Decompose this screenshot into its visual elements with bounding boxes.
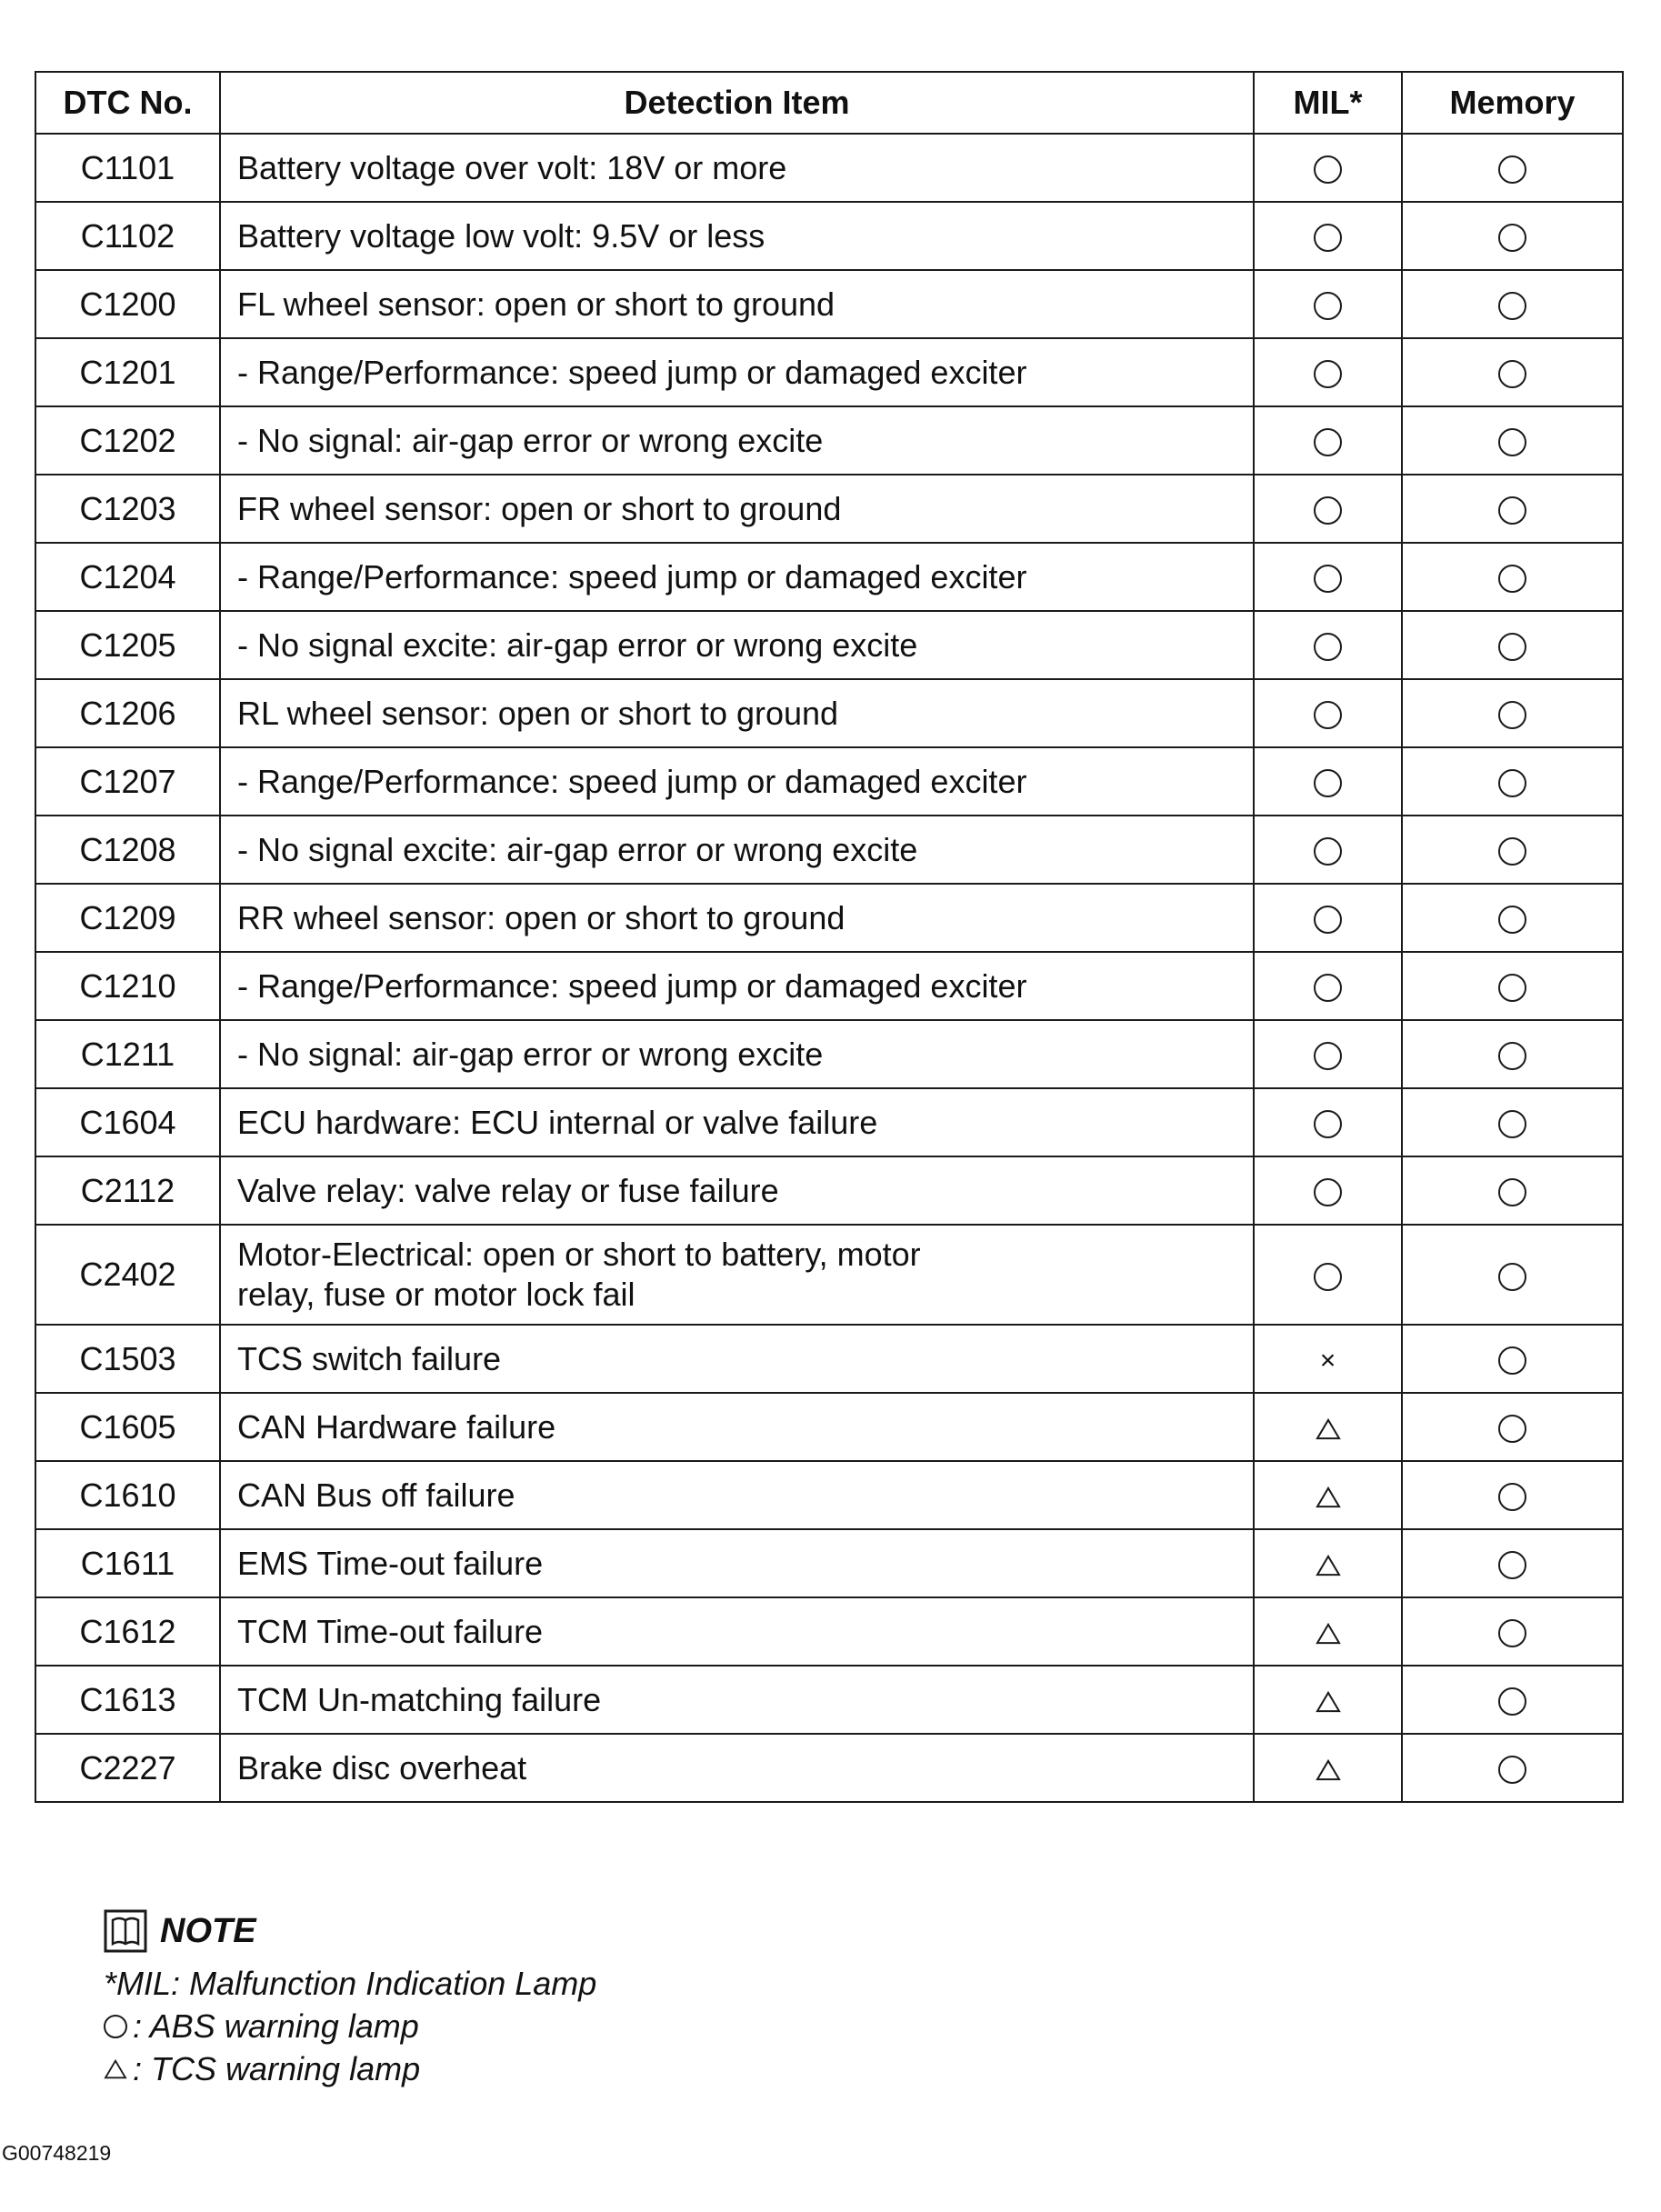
detection-item-text: Brake disc overheat [237,1748,527,1787]
dtc-code: C1610 [35,1461,220,1529]
detection-item-text: Battery voltage over volt: 18V or more [237,148,787,186]
detection-item-text: FR wheel sensor: open or short to ground [237,489,842,527]
circle-icon [1498,360,1526,388]
circle-icon [1314,1178,1342,1206]
table-row [35,1461,1623,1529]
table-row [35,1734,1623,1802]
mil-cell [1254,884,1402,952]
detection-item-text: - Range/Performance: speed jump or damaged exciter [237,966,1027,1005]
mil-cell [1254,611,1402,679]
detection-item [220,1325,1254,1393]
table-row [35,1020,1623,1088]
circle-icon [1498,565,1526,593]
memory-cell [1402,1225,1623,1325]
mil-cell [1254,202,1402,270]
circle-icon [1498,1415,1526,1443]
mil-cell [1254,270,1402,338]
header-mil: MIL* [1254,72,1402,134]
dtc-code: C1205 [35,611,220,679]
mil-cell [1254,134,1402,202]
memory-cell [1402,816,1623,884]
dtc-code: C2112 [35,1156,220,1225]
detection-item [220,1020,1254,1088]
mil-cell [1254,475,1402,543]
table-row [35,1393,1623,1461]
circle-icon [1498,1483,1526,1511]
circle-icon [1314,496,1342,525]
table-row [35,475,1623,543]
detection-item-text: - Range/Performance: speed jump or damaged exciter [237,353,1027,391]
circle-icon [1498,974,1526,1002]
circle-icon [1498,1756,1526,1784]
dtc-code: C1208 [35,816,220,884]
mil-cell [1254,1325,1402,1393]
circle-icon [1498,1042,1526,1070]
dtc-code: C1604 [35,1088,220,1156]
circle-icon [1314,292,1342,320]
memory-cell [1402,1393,1623,1461]
detection-item [220,611,1254,679]
circle-icon [1314,224,1342,252]
detection-item [220,1393,1254,1461]
triangle-icon [104,2059,127,2079]
circle-icon [1498,701,1526,729]
detection-item [220,202,1254,270]
detection-item-text: - No signal: air-gap error or wrong excite [237,1035,824,1073]
dtc-code: C1200 [35,270,220,338]
mil-cell [1254,338,1402,406]
memory-cell [1402,1461,1623,1529]
detection-item-text: CAN Hardware failure [237,1407,556,1446]
table-row [35,1666,1623,1734]
circle-icon [1314,565,1342,593]
memory-cell [1402,270,1623,338]
memory-cell [1402,747,1623,816]
circle-icon [1498,1178,1526,1206]
memory-cell [1402,1734,1623,1802]
memory-cell [1402,338,1623,406]
detection-item [220,1088,1254,1156]
mil-cell [1254,406,1402,475]
dtc-code: C1210 [35,952,220,1020]
dtc-table [35,71,1624,1803]
memory-cell [1402,1529,1623,1597]
detection-item [220,1666,1254,1734]
detection-item-text: FL wheel sensor: open or short to ground [237,285,836,323]
table-row [35,1529,1623,1597]
triangle-icon [1316,1555,1341,1576]
mil-cell [1254,543,1402,611]
detection-item [220,1461,1254,1529]
detection-item [220,134,1254,202]
detection-item-text: Battery voltage low volt: 9.5V or less [237,216,765,255]
circle-icon [1314,1110,1342,1138]
book-icon [104,1909,147,1953]
detection-item [220,338,1254,406]
table-row [35,1225,1623,1325]
table-row [35,747,1623,816]
memory-cell [1402,1020,1623,1088]
cross-icon: × [1319,1345,1336,1376]
dtc-code: C2402 [35,1225,220,1325]
detection-item-text: Motor-Electrical: open or short to battery, motor [237,1236,921,1273]
detection-item [220,1529,1254,1597]
table-body [35,134,1623,1802]
dtc-code: C1206 [35,679,220,747]
table-row [35,611,1623,679]
table-row [35,270,1623,338]
circle-icon [1314,906,1342,934]
table-row [35,952,1623,1020]
detection-item-text-line2: relay, fuse or motor lock fail [237,1276,635,1313]
dtc-code: C1207 [35,747,220,816]
detection-item [220,952,1254,1020]
detection-item [220,1225,1254,1325]
detection-item [220,1734,1254,1802]
table-row [35,1156,1623,1225]
mil-cell [1254,747,1402,816]
circle-icon [1498,1346,1526,1375]
memory-cell [1402,134,1623,202]
table-row [35,134,1623,202]
circle-icon [1314,837,1342,866]
mil-cell [1254,1225,1402,1325]
detection-item-text: TCS switch failure [237,1339,502,1377]
memory-cell [1402,1666,1623,1734]
dtc-code: C1611 [35,1529,220,1597]
circle-icon [1314,428,1342,456]
dtc-code: C1612 [35,1597,220,1666]
circle-icon [1498,906,1526,934]
memory-cell [1402,543,1623,611]
circle-icon [1498,1619,1526,1647]
circle-icon [1498,633,1526,661]
table-row [35,543,1623,611]
detection-item-text: CAN Bus off failure [237,1476,515,1514]
detection-item [220,679,1254,747]
triangle-icon [1316,1486,1341,1508]
detection-item-text: - Range/Performance: speed jump or damaged exciter [237,762,1027,800]
memory-cell [1402,952,1623,1020]
dtc-code: C1211 [35,1020,220,1088]
triangle-legend-icon [104,2059,127,2079]
note-line-text: *MIL: Malfunction Indication Lamp [104,1965,597,2002]
detection-item [220,475,1254,543]
triangle-icon [1316,1623,1341,1645]
reference-code: G00748219 [2,2141,112,2165]
circle-icon [1498,769,1526,797]
circle-icon [1498,1551,1526,1579]
circle-icon [1314,155,1342,184]
table-row [35,202,1623,270]
detection-item-text: EMS Time-out failure [237,1544,544,1582]
detection-item-text: ECU hardware: ECU internal or valve failure [237,1103,878,1141]
table-row [35,338,1623,406]
dtc-code: C1613 [35,1666,220,1734]
table-row [35,884,1623,952]
detection-item [220,406,1254,475]
dtc-code: C1204 [35,543,220,611]
table-row [35,1325,1623,1393]
detection-item-text: - Range/Performance: speed jump or damaged exciter [237,557,1027,596]
mil-cell [1254,952,1402,1020]
header-memory: Memory [1402,72,1623,134]
circle-icon [1498,1687,1526,1716]
circle-icon [1314,1042,1342,1070]
mil-cell [1254,1666,1402,1734]
note-header [104,1909,596,1953]
mil-cell [1254,816,1402,884]
circle-icon [1498,428,1526,456]
dtc-code: C1201 [35,338,220,406]
note-line [104,2005,596,2047]
memory-cell [1402,1325,1623,1393]
circle-icon [1314,701,1342,729]
circle-icon [1498,1263,1526,1291]
detection-item-text: Valve relay: valve relay or fuse failure [237,1171,779,1209]
memory-cell [1402,611,1623,679]
triangle-icon [1316,1691,1341,1713]
circle-icon [1314,769,1342,797]
note-line-text: : ABS warning lamp [133,2007,419,2045]
dtc-code: C1102 [35,202,220,270]
dtc-code: C1605 [35,1393,220,1461]
table-row [35,1597,1623,1666]
detection-item-text: TCM Time-out failure [237,1612,544,1650]
mil-cell [1254,1020,1402,1088]
mil-cell [1254,1461,1402,1529]
circle-icon [1498,224,1526,252]
memory-cell [1402,884,1623,952]
note-title: NOTE [160,1911,256,1950]
table-row [35,1088,1623,1156]
detection-item-text: - No signal excite: air-gap error or wrong excite [237,830,918,868]
memory-cell [1402,202,1623,270]
mil-cell [1254,1597,1402,1666]
circle-icon [1314,633,1342,661]
memory-cell [1402,475,1623,543]
detection-item [220,816,1254,884]
mil-cell [1254,1393,1402,1461]
note-line [104,2047,596,2090]
detection-item-text: - No signal excite: air-gap error or wrong excite [237,626,918,664]
note-line [104,1962,596,2005]
detection-item [220,884,1254,952]
detection-item [220,1156,1254,1225]
memory-cell [1402,406,1623,475]
circle-icon [1498,1110,1526,1138]
dtc-code: C1503 [35,1325,220,1393]
circle-icon [1314,360,1342,388]
mil-cell [1254,1734,1402,1802]
circle-icon [1498,292,1526,320]
memory-cell [1402,1088,1623,1156]
note-lines [104,1962,596,2090]
circle-icon [104,2015,127,2038]
header-detection-item: Detection Item [220,72,1254,134]
circle-icon [1498,155,1526,184]
note-section [104,1909,596,2090]
table-row [35,679,1623,747]
note-line-text: : TCS warning lamp [133,2050,421,2087]
table-header-row [35,72,1623,134]
memory-cell [1402,1597,1623,1666]
table-row [35,816,1623,884]
circle-legend-icon [104,2015,127,2038]
triangle-icon [1316,1418,1341,1440]
circle-icon [1314,1263,1342,1291]
mil-cell [1254,679,1402,747]
header-dtc: DTC No. [35,72,220,134]
detection-item-text: - No signal: air-gap error or wrong excite [237,421,824,459]
table-row [35,406,1623,475]
mil-cell [1254,1088,1402,1156]
triangle-icon [1316,1759,1341,1781]
circle-icon [1498,837,1526,866]
mil-cell [1254,1529,1402,1597]
detection-item [220,270,1254,338]
detection-item [220,1597,1254,1666]
dtc-code: C2227 [35,1734,220,1802]
detection-item-text: TCM Un-matching failure [237,1680,602,1718]
circle-icon [1498,496,1526,525]
mil-cell [1254,1156,1402,1225]
detection-item [220,543,1254,611]
dtc-code: C1203 [35,475,220,543]
detection-item-text: RL wheel sensor: open or short to ground [237,694,839,732]
dtc-code: C1202 [35,406,220,475]
circle-icon [1314,974,1342,1002]
detection-item [220,747,1254,816]
detection-item-text: RR wheel sensor: open or short to ground [237,898,846,936]
memory-cell [1402,679,1623,747]
dtc-code: C1101 [35,134,220,202]
memory-cell [1402,1156,1623,1225]
dtc-code: C1209 [35,884,220,952]
